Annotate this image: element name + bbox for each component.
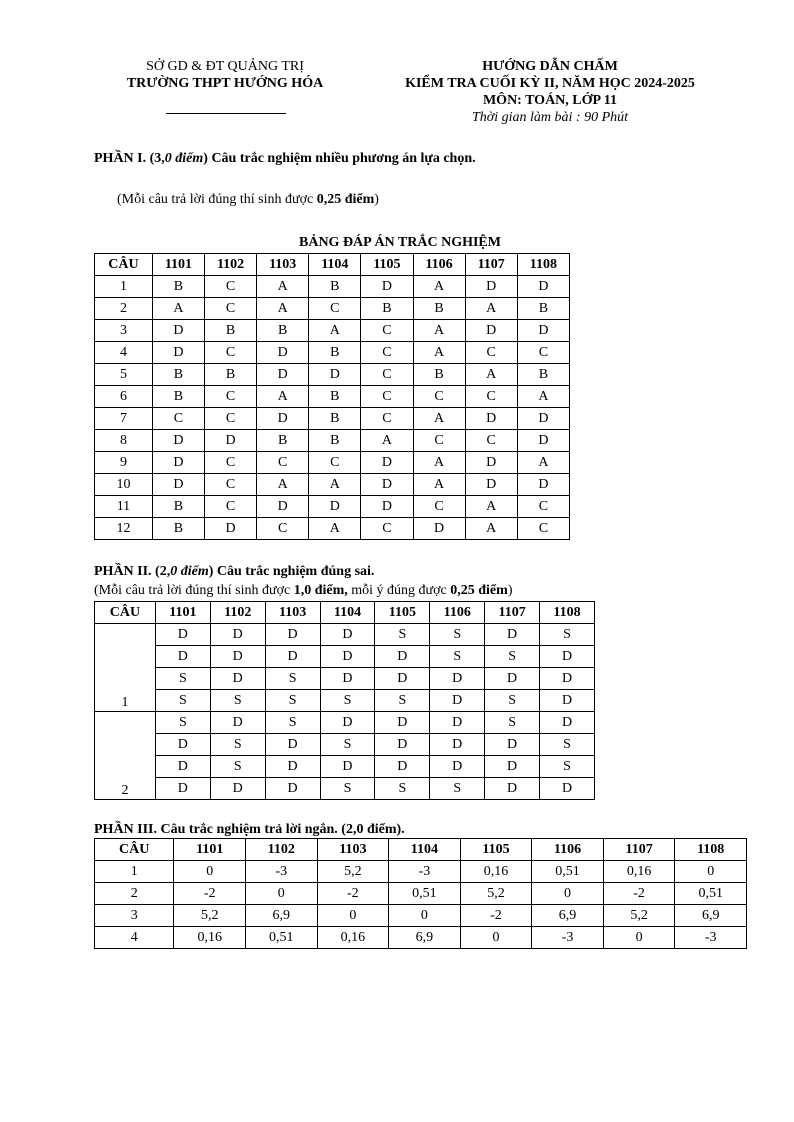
answer-cell: 0,51 — [675, 883, 747, 905]
answer-cell: 0 — [603, 927, 675, 949]
answer-cell: C — [413, 496, 465, 518]
column-header: 1106 — [413, 254, 465, 276]
answer-cell: C — [257, 452, 309, 474]
answer-cell: S — [210, 734, 265, 756]
answer-cell: 6,9 — [675, 905, 747, 927]
answer-cell: S — [430, 624, 485, 646]
answer-cell: D — [517, 408, 569, 430]
answer-cell: 0,51 — [389, 883, 461, 905]
answer-cell: D — [210, 624, 265, 646]
answer-cell: A — [413, 474, 465, 496]
part1-note — [117, 191, 379, 208]
answer-cell: S — [155, 712, 210, 734]
column-header: 1102 — [210, 602, 265, 624]
answer-cell: D — [465, 276, 517, 298]
answer-cell: D — [517, 474, 569, 496]
answer-cell: B — [517, 298, 569, 320]
answer-cell: D — [210, 646, 265, 668]
table-row — [95, 452, 570, 474]
answer-cell: B — [257, 320, 309, 342]
column-header: 1102 — [205, 254, 257, 276]
question-number: 3 — [95, 320, 153, 342]
answer-cell: A — [309, 518, 361, 540]
answer-cell: S — [540, 756, 595, 778]
question-number: 8 — [95, 430, 153, 452]
answer-cell: B — [152, 386, 204, 408]
answer-cell: D — [375, 646, 430, 668]
table-body — [95, 624, 595, 800]
answer-cell: C — [465, 430, 517, 452]
answer-cell: D — [413, 518, 465, 540]
answer-cell: B — [413, 364, 465, 386]
answer-cell: -2 — [317, 883, 389, 905]
doc-title: HƯỚNG DẪN CHẤM — [482, 59, 618, 74]
answer-cell: S — [155, 690, 210, 712]
table-row — [95, 861, 747, 883]
table-row — [95, 712, 595, 734]
part2-note-subpoints: 0,25 điểm — [450, 583, 508, 598]
table-row — [95, 518, 570, 540]
answer-cell: C — [517, 518, 569, 540]
answer-cell: C — [465, 342, 517, 364]
column-header: CÂU — [95, 602, 156, 624]
question-number: 5 — [95, 364, 153, 386]
answer-cell: D — [155, 778, 210, 800]
answer-cell: A — [309, 320, 361, 342]
column-header: 1104 — [309, 254, 361, 276]
answer-cell: -3 — [246, 861, 318, 883]
table-row — [95, 298, 570, 320]
column-header: 1106 — [532, 839, 604, 861]
department-name: SỞ GD & ĐT QUẢNG TRỊ — [146, 59, 304, 74]
answer-cell: D — [485, 668, 540, 690]
exam-header — [370, 58, 730, 126]
answer-cell: A — [413, 452, 465, 474]
answer-cell: D — [152, 430, 204, 452]
part1-table-title: BẢNG ĐÁP ÁN TRẮC NGHIỆM — [299, 235, 501, 250]
question-number: 1 — [95, 624, 156, 712]
answer-cell: A — [413, 276, 465, 298]
answer-cell: D — [257, 496, 309, 518]
answer-cell: B — [152, 518, 204, 540]
question-number: 2 — [95, 298, 153, 320]
answer-cell: D — [361, 474, 413, 496]
part1-note-c: ) — [374, 192, 379, 207]
answer-cell: B — [205, 320, 257, 342]
answer-cell: D — [265, 646, 320, 668]
answer-cell: B — [309, 276, 361, 298]
answer-cell: D — [320, 712, 375, 734]
answer-cell: D — [210, 668, 265, 690]
answer-cell: 0,16 — [174, 927, 246, 949]
answer-cell: D — [540, 646, 595, 668]
part1-note-points: 0,25 điểm — [316, 192, 375, 207]
answer-cell: D — [155, 646, 210, 668]
answer-cell: C — [257, 518, 309, 540]
answer-cell: D — [375, 734, 430, 756]
table-row — [95, 927, 747, 949]
answer-cell: B — [205, 364, 257, 386]
answer-cell: 0 — [389, 905, 461, 927]
column-header: 1108 — [540, 602, 595, 624]
subject-title: MÔN: TOÁN, LỚP 11 — [482, 93, 618, 108]
answer-cell: D — [485, 756, 540, 778]
question-number: 1 — [95, 861, 174, 883]
table-row — [95, 474, 570, 496]
answer-cell: 6,9 — [246, 905, 318, 927]
answer-cell: 5,2 — [603, 905, 675, 927]
column-header: 1103 — [265, 602, 320, 624]
question-number: 1 — [95, 276, 153, 298]
table-row — [95, 276, 570, 298]
answer-cell: S — [265, 690, 320, 712]
table-row — [95, 690, 595, 712]
answer-cell: D — [485, 778, 540, 800]
column-header: 1107 — [603, 839, 675, 861]
answer-cell: 0,16 — [460, 861, 532, 883]
answer-cell: A — [465, 496, 517, 518]
table-row — [95, 496, 570, 518]
part2-note-a: (Mỗi câu trả lời đúng thí sinh được — [94, 583, 294, 598]
answer-cell: D — [465, 474, 517, 496]
table-row — [95, 430, 570, 452]
answer-cell: D — [265, 624, 320, 646]
answer-cell: C — [205, 496, 257, 518]
answer-cell: C — [205, 386, 257, 408]
answer-cell: B — [361, 298, 413, 320]
table-body — [95, 861, 747, 949]
answer-cell: D — [155, 734, 210, 756]
answer-cell: D — [485, 624, 540, 646]
answer-cell: D — [361, 496, 413, 518]
answer-cell: 6,9 — [389, 927, 461, 949]
table-row — [95, 364, 570, 386]
part2-note — [94, 582, 512, 599]
column-header: 1107 — [465, 254, 517, 276]
answer-cell: B — [309, 430, 361, 452]
column-header: 1103 — [257, 254, 309, 276]
answer-cell: D — [430, 712, 485, 734]
answer-cell: C — [517, 496, 569, 518]
question-number: 9 — [95, 452, 153, 474]
answer-cell: S — [265, 668, 320, 690]
answer-cell: C — [465, 386, 517, 408]
answer-cell: -3 — [675, 927, 747, 949]
answer-cell: D — [540, 778, 595, 800]
answer-cell: D — [465, 452, 517, 474]
answer-cell: 0 — [246, 883, 318, 905]
answer-cell: 0,51 — [532, 861, 604, 883]
question-number: 2 — [95, 712, 156, 800]
column-header: CÂU — [95, 839, 174, 861]
answer-cell: 6,9 — [532, 905, 604, 927]
column-header: 1108 — [675, 839, 747, 861]
answer-cell: S — [540, 734, 595, 756]
table-row — [95, 756, 595, 778]
table-body — [95, 276, 570, 540]
answer-cell: C — [205, 276, 257, 298]
table-row — [95, 734, 595, 756]
answer-cell: A — [257, 276, 309, 298]
answer-cell: A — [413, 342, 465, 364]
table-row — [95, 342, 570, 364]
answer-cell: 0,16 — [317, 927, 389, 949]
answer-cell: D — [155, 624, 210, 646]
answer-cell: D — [265, 734, 320, 756]
answer-cell: D — [375, 756, 430, 778]
answer-cell: D — [465, 320, 517, 342]
header-underline — [166, 113, 286, 114]
answer-cell: C — [361, 518, 413, 540]
answer-cell: D — [517, 430, 569, 452]
answer-cell: S — [265, 712, 320, 734]
answer-cell: C — [205, 408, 257, 430]
school-header — [100, 58, 350, 92]
question-number: 6 — [95, 386, 153, 408]
table-header-row — [95, 839, 747, 861]
column-header: 1104 — [320, 602, 375, 624]
answer-cell: S — [430, 646, 485, 668]
answer-cell: D — [430, 690, 485, 712]
answer-cell: D — [375, 712, 430, 734]
answer-cell: D — [210, 778, 265, 800]
answer-cell: S — [540, 624, 595, 646]
answer-cell: B — [152, 364, 204, 386]
answer-cell: C — [205, 474, 257, 496]
answer-cell: A — [309, 474, 361, 496]
answer-cell: D — [152, 452, 204, 474]
answer-cell: C — [361, 386, 413, 408]
answer-cell: C — [361, 320, 413, 342]
answer-cell: C — [413, 430, 465, 452]
answer-cell: 0 — [532, 883, 604, 905]
answer-cell: D — [320, 646, 375, 668]
answer-cell: S — [375, 690, 430, 712]
answer-cell: A — [465, 518, 517, 540]
column-header: 1105 — [375, 602, 430, 624]
answer-cell: C — [361, 364, 413, 386]
part1-title — [94, 150, 476, 167]
answer-cell: S — [320, 734, 375, 756]
answer-cell: D — [320, 624, 375, 646]
exam-duration: Thời gian làm bài : 90 Phút — [471, 110, 629, 125]
exam-title: KIỂM TRA CUỐI KỲ II, NĂM HỌC 2024-2025 — [405, 76, 695, 91]
table-row — [95, 905, 747, 927]
answer-cell: D — [361, 276, 413, 298]
part2-answer-table — [94, 601, 595, 800]
answer-cell: S — [485, 646, 540, 668]
answer-cell: D — [375, 668, 430, 690]
answer-cell: D — [361, 452, 413, 474]
answer-cell: C — [152, 408, 204, 430]
answer-cell: D — [155, 756, 210, 778]
table-row — [95, 624, 595, 646]
part2-title-points: 0 điểm — [170, 564, 209, 579]
answer-cell: -3 — [532, 927, 604, 949]
answer-cell: D — [265, 756, 320, 778]
answer-cell: S — [210, 756, 265, 778]
table-row — [95, 778, 595, 800]
answer-cell: D — [517, 320, 569, 342]
question-number: 10 — [95, 474, 153, 496]
answer-cell: D — [465, 408, 517, 430]
answer-cell: B — [152, 276, 204, 298]
table-header-row — [95, 602, 595, 624]
part1-title-c: ) Câu trắc nghiệm nhiều phương án lựa chọn. — [203, 151, 476, 166]
answer-cell: D — [257, 342, 309, 364]
part2-note-points: 1,0 điểm, — [293, 583, 348, 598]
column-header: CÂU — [95, 254, 153, 276]
answer-cell: S — [320, 690, 375, 712]
answer-cell: 5,2 — [174, 905, 246, 927]
answer-cell: A — [413, 320, 465, 342]
question-number: 4 — [95, 342, 153, 364]
table-row — [95, 320, 570, 342]
part2-note-c: mỗi ý đúng được — [347, 583, 451, 598]
answer-cell: D — [205, 518, 257, 540]
column-header: 1103 — [317, 839, 389, 861]
answer-cell: A — [517, 452, 569, 474]
part1-title-points: 0 điểm — [164, 151, 204, 166]
answer-cell: D — [257, 364, 309, 386]
column-header: 1101 — [155, 602, 210, 624]
answer-cell: D — [265, 778, 320, 800]
answer-cell: D — [320, 668, 375, 690]
answer-cell: S — [320, 778, 375, 800]
answer-cell: B — [309, 408, 361, 430]
answer-cell: -2 — [460, 905, 532, 927]
answer-cell: C — [361, 408, 413, 430]
answer-cell: A — [361, 430, 413, 452]
answer-cell: C — [413, 386, 465, 408]
school-name: TRƯỜNG THPT HƯỚNG HÓA — [126, 76, 324, 91]
answer-cell: B — [413, 298, 465, 320]
answer-cell: C — [309, 452, 361, 474]
part2-title — [94, 563, 374, 580]
question-number: 4 — [95, 927, 174, 949]
answer-cell: D — [517, 276, 569, 298]
column-header: 1104 — [389, 839, 461, 861]
answer-cell: B — [517, 364, 569, 386]
column-header: 1106 — [430, 602, 485, 624]
answer-cell: A — [465, 298, 517, 320]
table-header-row — [95, 254, 570, 276]
answer-cell: S — [485, 712, 540, 734]
answer-cell: 0 — [675, 861, 747, 883]
answer-cell: D — [309, 364, 361, 386]
answer-cell: A — [257, 474, 309, 496]
answer-cell: -2 — [174, 883, 246, 905]
answer-cell: C — [517, 342, 569, 364]
question-number: 12 — [95, 518, 153, 540]
question-number: 7 — [95, 408, 153, 430]
answer-cell: A — [465, 364, 517, 386]
answer-cell: C — [361, 342, 413, 364]
part1-title-a: PHẦN I. (3, — [94, 151, 165, 166]
answer-cell: A — [257, 386, 309, 408]
column-header: 1105 — [361, 254, 413, 276]
answer-cell: B — [309, 342, 361, 364]
question-number: 11 — [95, 496, 153, 518]
answer-cell: S — [375, 778, 430, 800]
answer-cell: D — [205, 430, 257, 452]
answer-cell: S — [430, 778, 485, 800]
answer-cell: D — [152, 320, 204, 342]
column-header: 1108 — [517, 254, 569, 276]
answer-cell: -3 — [389, 861, 461, 883]
table-row — [95, 408, 570, 430]
question-number: 2 — [95, 883, 174, 905]
question-number: 3 — [95, 905, 174, 927]
answer-cell: D — [152, 342, 204, 364]
answer-cell: A — [413, 408, 465, 430]
answer-cell: C — [205, 298, 257, 320]
answer-cell: A — [257, 298, 309, 320]
table-row — [95, 668, 595, 690]
column-header: 1101 — [152, 254, 204, 276]
table-row — [95, 386, 570, 408]
answer-cell: 5,2 — [317, 861, 389, 883]
table-row — [95, 646, 595, 668]
part2-note-e: ) — [507, 583, 513, 598]
column-header: 1102 — [246, 839, 318, 861]
column-header: 1107 — [485, 602, 540, 624]
answer-cell: D — [257, 408, 309, 430]
column-header: 1105 — [460, 839, 532, 861]
answer-cell: D — [320, 756, 375, 778]
answer-cell: C — [205, 452, 257, 474]
answer-cell: D — [430, 756, 485, 778]
answer-cell: D — [540, 690, 595, 712]
answer-cell: S — [375, 624, 430, 646]
answer-cell: 0,16 — [603, 861, 675, 883]
part3-answer-table — [94, 838, 747, 949]
answer-cell: 0 — [460, 927, 532, 949]
part3-title: PHẦN III. Câu trắc nghiệm trả lời ngắn. (2,0 điểm). — [94, 822, 405, 837]
answer-cell: D — [485, 734, 540, 756]
answer-cell: D — [430, 734, 485, 756]
answer-cell: D — [430, 668, 485, 690]
column-header: 1101 — [174, 839, 246, 861]
part2-title-c: ) Câu trắc nghiệm đúng sai. — [208, 564, 375, 579]
answer-cell: D — [540, 712, 595, 734]
answer-cell: D — [540, 668, 595, 690]
answer-cell: -2 — [603, 883, 675, 905]
table-row — [95, 883, 747, 905]
answer-cell: D — [309, 496, 361, 518]
answer-cell: B — [309, 386, 361, 408]
answer-cell: B — [257, 430, 309, 452]
answer-cell: 5,2 — [460, 883, 532, 905]
part2-title-a: PHẦN II. (2, — [94, 564, 171, 579]
answer-cell: C — [205, 342, 257, 364]
part1-answer-table — [94, 253, 570, 540]
answer-cell: 0 — [174, 861, 246, 883]
answer-cell: D — [152, 474, 204, 496]
answer-cell: C — [309, 298, 361, 320]
answer-cell: D — [210, 712, 265, 734]
answer-cell: 0,51 — [246, 927, 318, 949]
answer-cell: A — [152, 298, 204, 320]
answer-cell: B — [152, 496, 204, 518]
answer-cell: S — [485, 690, 540, 712]
part1-note-a: (Mỗi câu trả lời đúng thí sinh được — [117, 192, 317, 207]
answer-cell: S — [210, 690, 265, 712]
answer-cell: 0 — [317, 905, 389, 927]
answer-cell: A — [517, 386, 569, 408]
answer-cell: S — [155, 668, 210, 690]
